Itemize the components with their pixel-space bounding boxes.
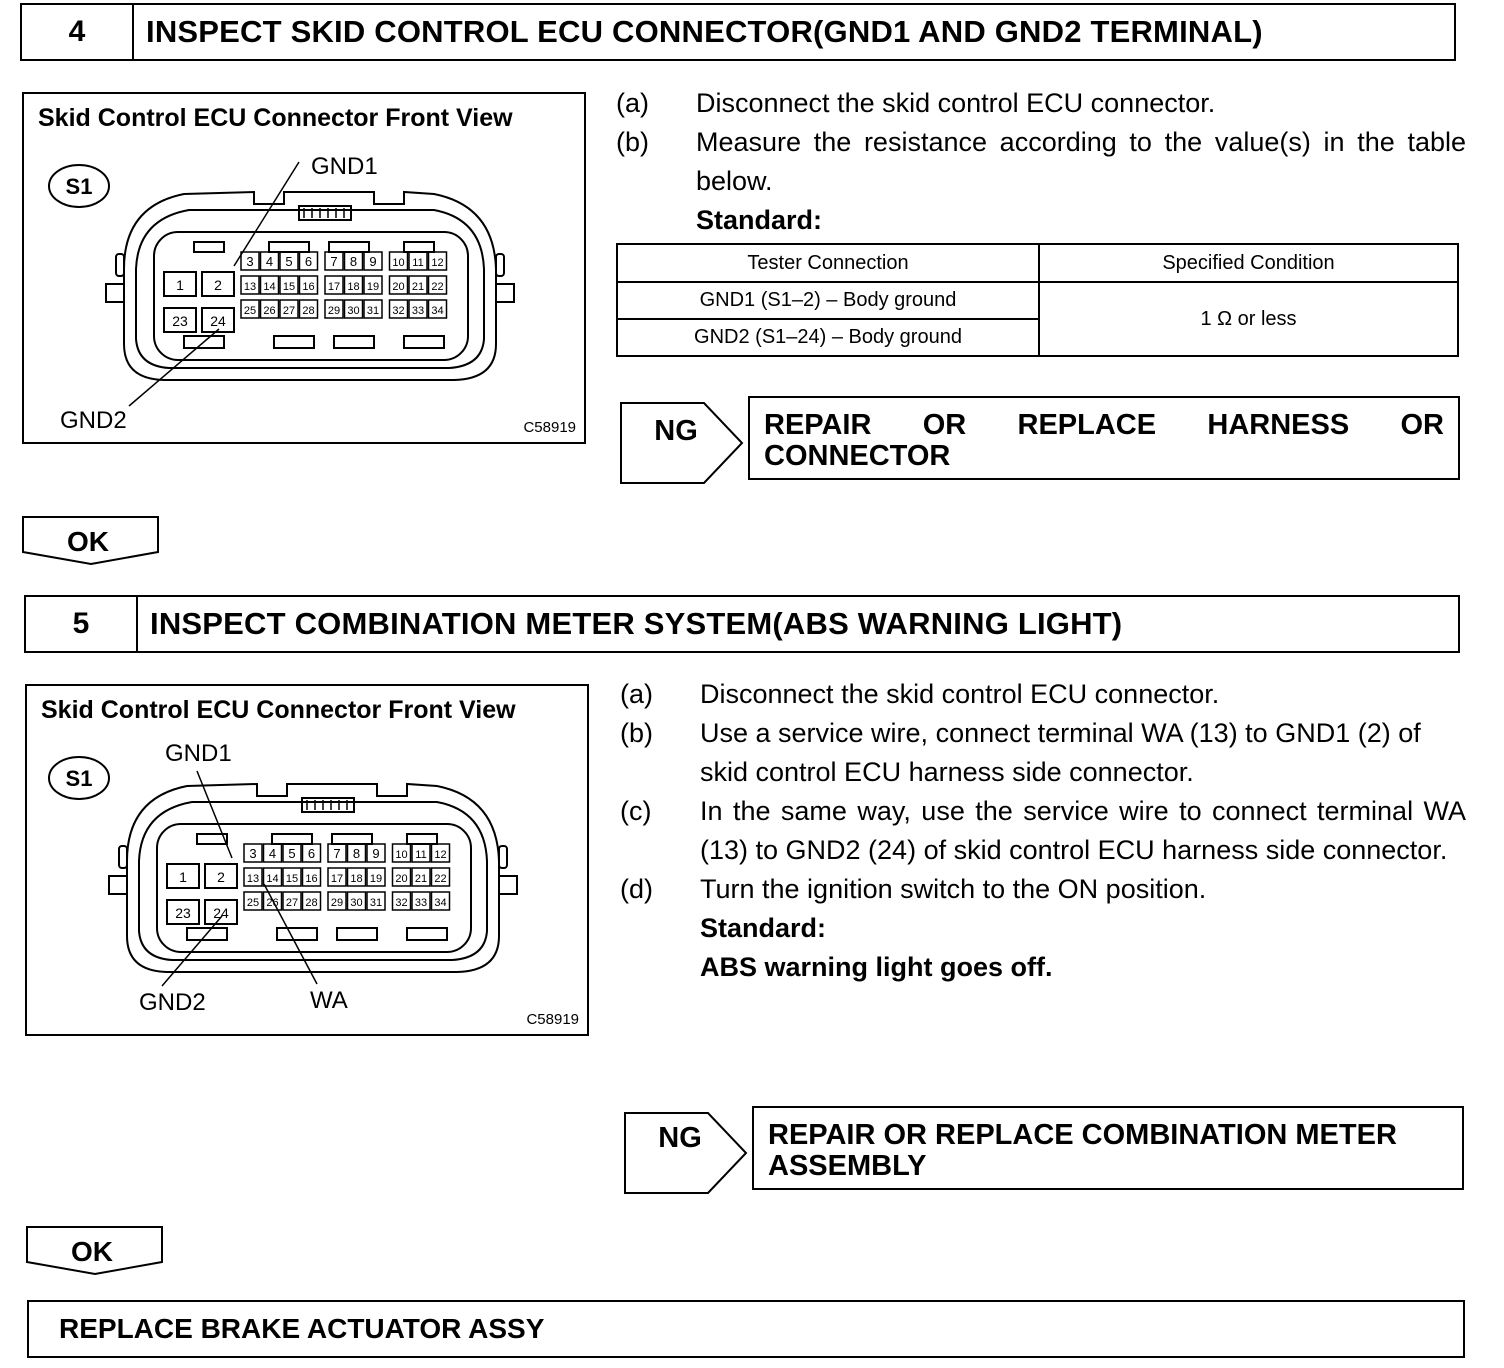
svg-text:3: 3 <box>249 846 257 861</box>
step-5-header <box>24 595 1460 653</box>
svg-text:10: 10 <box>395 849 408 861</box>
svg-text:1: 1 <box>176 277 184 293</box>
svg-text:19: 19 <box>366 281 380 293</box>
svg-text:23: 23 <box>172 313 188 329</box>
connector-figure <box>22 92 586 444</box>
ng-action-text: REPAIR OR REPLACE COMBINATION METER ASSEMBLY <box>768 1119 1397 1182</box>
svg-text:29: 29 <box>327 305 341 317</box>
ng-arrow <box>620 402 746 484</box>
svg-text:9: 9 <box>372 846 380 861</box>
svg-text:8: 8 <box>349 254 358 269</box>
figure-title: Skid Control ECU Connector Front View <box>38 104 513 132</box>
gnd1-label: GND1 <box>311 153 378 180</box>
svg-text:7: 7 <box>330 254 338 269</box>
svg-text:11: 11 <box>412 257 424 269</box>
step-title: INSPECT SKID CONTROL ECU CONNECTOR(GND1 AND GND2 TERMINAL) <box>146 14 1263 49</box>
svg-text:6: 6 <box>304 254 313 269</box>
step-5-instructions <box>620 675 1466 987</box>
figure-code: C58919 <box>526 1011 579 1028</box>
step-4-header <box>20 3 1456 61</box>
connector-id-text: S1 <box>65 174 93 199</box>
table-cell-condition: 1 Ω or less <box>1039 282 1458 356</box>
ng-action-text: REPAIR OR REPLACE HARNESS OR CONNECTOR <box>764 409 1444 472</box>
instruction-item <box>616 84 1466 123</box>
svg-text:20: 20 <box>392 281 405 293</box>
svg-text:15: 15 <box>285 873 299 885</box>
svg-text:13: 13 <box>246 873 260 885</box>
svg-text:32: 32 <box>392 305 405 317</box>
svg-text:32: 32 <box>395 897 408 909</box>
svg-text:22: 22 <box>434 873 447 885</box>
svg-text:28: 28 <box>302 305 315 317</box>
gnd2-label: GND2 <box>139 989 206 1016</box>
instruction-item <box>620 870 1466 909</box>
ng-label: NG <box>658 1122 702 1154</box>
svg-text:6: 6 <box>307 846 316 861</box>
svg-text:19: 19 <box>369 873 383 885</box>
svg-text:26: 26 <box>266 897 279 909</box>
svg-text:17: 17 <box>327 281 341 293</box>
table-cell: GND1 (S1–2) – Body ground <box>617 282 1039 319</box>
ng-arrow <box>624 1112 750 1194</box>
svg-text:27: 27 <box>282 305 296 317</box>
step-title: INSPECT COMBINATION METER SYSTEM(ABS WARNING LIGHT) <box>150 606 1123 641</box>
ok-arrow <box>26 1226 164 1278</box>
svg-text:12: 12 <box>434 849 447 861</box>
instruction-text: Disconnect the skid control ECU connector. <box>700 679 1220 709</box>
standard-label: Standard: <box>696 205 823 235</box>
ok-label: OK <box>67 526 109 557</box>
svg-text:31: 31 <box>366 305 380 317</box>
svg-text:26: 26 <box>263 305 276 317</box>
connector-id-text: S1 <box>65 766 93 791</box>
gnd2-label: GND2 <box>60 407 127 434</box>
step-4-instructions <box>616 84 1466 240</box>
step-number: 5 <box>26 597 138 651</box>
gnd1-label: GND1 <box>165 740 232 767</box>
svg-text:16: 16 <box>302 281 315 293</box>
final-action-text: REPLACE BRAKE ACTUATOR ASSY <box>59 1313 545 1344</box>
figure-code: C58919 <box>523 419 576 436</box>
instruction-item <box>620 714 1466 792</box>
ok-label: OK <box>71 1236 113 1267</box>
svg-text:2: 2 <box>217 869 225 885</box>
svg-text:18: 18 <box>350 873 363 885</box>
svg-text:18: 18 <box>347 281 360 293</box>
svg-text:2: 2 <box>214 277 222 293</box>
svg-text:24: 24 <box>210 313 226 329</box>
connector-id-badge <box>49 757 109 799</box>
svg-text:33: 33 <box>411 305 425 317</box>
svg-text:17: 17 <box>330 873 344 885</box>
svg-text:25: 25 <box>243 305 257 317</box>
wa-label: WA <box>310 987 348 1014</box>
svg-text:24: 24 <box>213 905 229 921</box>
final-action-box <box>27 1300 1465 1358</box>
svg-text:33: 33 <box>414 897 428 909</box>
svg-text:22: 22 <box>431 281 444 293</box>
spec-table <box>616 243 1459 357</box>
svg-text:9: 9 <box>369 254 377 269</box>
svg-text:31: 31 <box>369 897 383 909</box>
instruction-label: (a) <box>620 679 653 709</box>
instruction-text: Disconnect the skid control ECU connector. <box>696 88 1216 118</box>
svg-text:27: 27 <box>285 897 299 909</box>
instruction-label: (b) <box>616 127 649 157</box>
svg-text:13: 13 <box>243 281 257 293</box>
svg-text:1: 1 <box>179 869 187 885</box>
svg-text:23: 23 <box>175 905 191 921</box>
table-header: Tester Connection <box>617 244 1039 282</box>
instruction-label: (c) <box>620 796 652 826</box>
svg-text:5: 5 <box>285 254 293 269</box>
svg-text:21: 21 <box>414 873 428 885</box>
svg-text:7: 7 <box>333 846 341 861</box>
connector-outline <box>106 192 514 380</box>
instruction-label: (b) <box>620 718 653 748</box>
connector-outline <box>109 784 517 972</box>
instruction-text: Use a service wire, connect terminal WA (13) to GND1 (2) of skid control ECU harness side connector. <box>700 718 1421 787</box>
table-header: Specified Condition <box>1039 244 1458 282</box>
ok-arrow <box>22 516 160 568</box>
svg-text:3: 3 <box>246 254 254 269</box>
connector-figure <box>25 684 589 1036</box>
svg-text:21: 21 <box>411 281 425 293</box>
standard-label: Standard: <box>700 913 827 943</box>
svg-text:28: 28 <box>305 897 318 909</box>
step-number: 4 <box>22 5 134 59</box>
standard-value: ABS warning light goes off. <box>700 952 1053 982</box>
connector-diagram <box>24 94 584 442</box>
instruction-label: (a) <box>616 88 649 118</box>
svg-text:30: 30 <box>347 305 360 317</box>
svg-text:14: 14 <box>266 873 279 885</box>
ng-label: NG <box>654 415 698 447</box>
svg-text:25: 25 <box>246 897 260 909</box>
svg-text:12: 12 <box>431 257 444 269</box>
svg-text:14: 14 <box>263 281 276 293</box>
svg-text:34: 34 <box>431 305 444 317</box>
svg-text:15: 15 <box>282 281 296 293</box>
connector-diagram <box>27 686 587 1034</box>
svg-text:5: 5 <box>288 846 296 861</box>
svg-text:4: 4 <box>268 846 277 861</box>
instruction-item <box>620 792 1466 870</box>
ng-action-box <box>752 1106 1464 1190</box>
connector-id-badge <box>49 165 109 207</box>
svg-text:4: 4 <box>265 254 274 269</box>
instruction-text: In the same way, use the service wire to connect terminal WA (13) to GND2 (24) of skid control ECU harness side connector. <box>700 796 1466 865</box>
instruction-text: Measure the resistance according to the value(s) in the table below. <box>696 127 1466 196</box>
svg-text:20: 20 <box>395 873 408 885</box>
svg-text:16: 16 <box>305 873 318 885</box>
instruction-item <box>620 675 1466 714</box>
ng-action-box <box>748 396 1460 480</box>
instruction-label: (d) <box>620 874 653 904</box>
svg-text:10: 10 <box>392 257 405 269</box>
svg-text:8: 8 <box>352 846 361 861</box>
table-cell: GND2 (S1–24) – Body ground <box>617 319 1039 356</box>
figure-title: Skid Control ECU Connector Front View <box>41 696 516 724</box>
instruction-text: Turn the ignition switch to the ON position. <box>700 874 1207 904</box>
svg-text:29: 29 <box>330 897 344 909</box>
svg-text:34: 34 <box>434 897 447 909</box>
instruction-item <box>616 123 1466 201</box>
svg-text:30: 30 <box>350 897 363 909</box>
svg-text:11: 11 <box>415 849 427 861</box>
